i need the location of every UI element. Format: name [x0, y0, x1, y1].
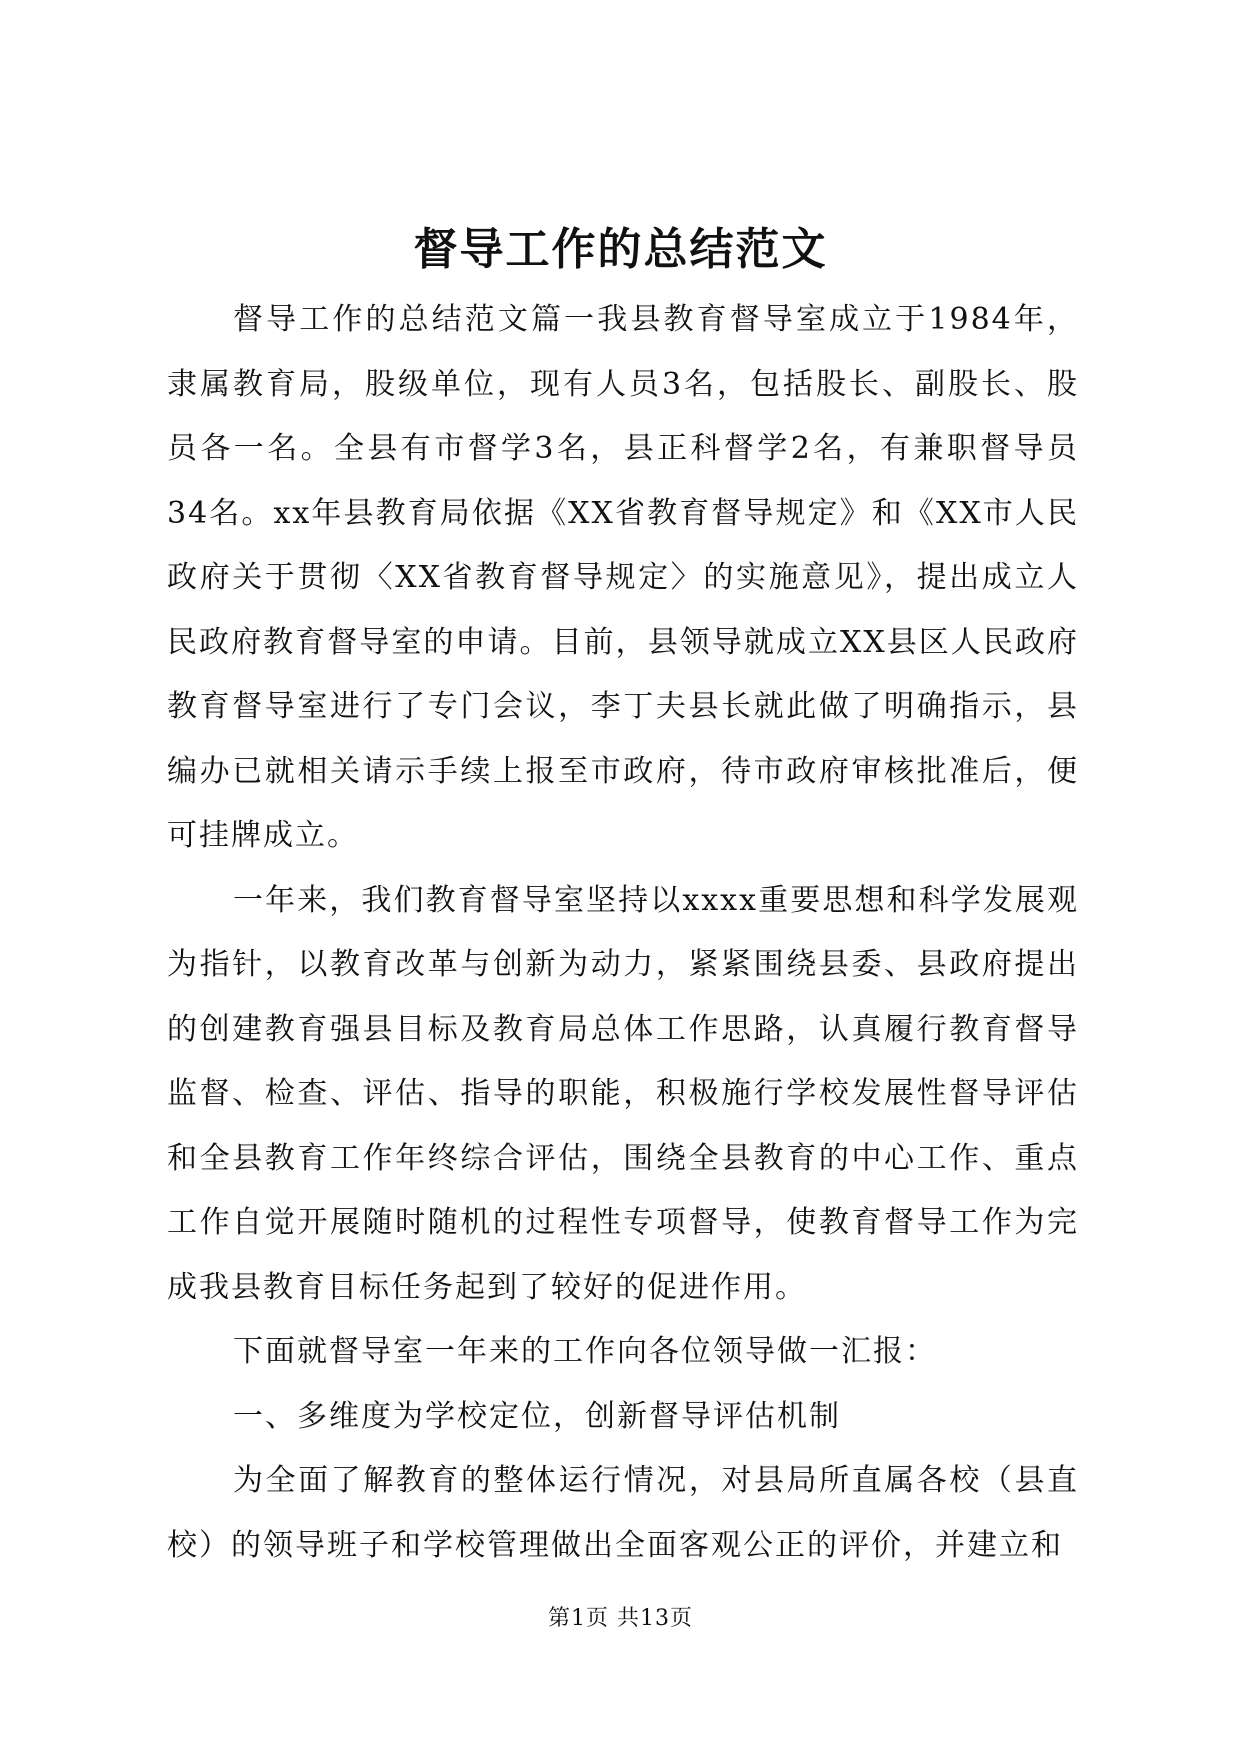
paragraph-overview: 一年来，我们教育督导室坚持以xxxx重要思想和科学发展观为指针，以教育改革与创新为动力，紧紧围绕县委、县政府提出的创建教育强县目标及教育局总体工作思路，认真履行教育督导监督、检查、评估、指导的职能，积极施行学校发展性督导评估和全县教育工作年终综合评估，围绕全县教育的中心工作、重点工作自觉开展随时随机的过程性专项督导，使教育督导工作为完成我县教育目标任务起到了较好的促进作用。	[167, 882, 1079, 1305]
document-title: 督导工作的总结范文	[413, 224, 828, 275]
section-heading-one: 一、多维度为学校定位，创新督导评估机制	[233, 1398, 841, 1434]
page-footer: 第1页 共13页	[548, 1606, 693, 1631]
paragraph-section-one: 为全面了解教育的整体运行情况，对县局所直属各校（县直校）的领导班子和学校管理做出全面客观公正的评价，并建立和	[167, 1463, 1079, 1563]
paragraph-report-lead: 下面就督导室一年来的工作向各位领导做一汇报：	[233, 1334, 937, 1369]
document-body	[167, 288, 1079, 1578]
paragraph-intro: 督导工作的总结范文篇一我县教育督导室成立于1984年，隶属教育局，股级单位，现有人员3名，包括股长、副股长、股员各一名。全县有市督学3名，县正科督学2名，有兼职督导员34名。xx年县教育局依据《XX省教育督导规定》和《XX市人民政府关于贯彻〈XX省教育督导规定〉的实施意见》，提出成立人民政府教育督导室的申请。目前，县领导就成立XX县区人民政府教育督导室进行了专门会议，李丁夫县长就此做了明确指示，县编办已就相关请示手续上报至市政府，待市政府审核批准后，便可挂牌成立。	[167, 302, 1079, 853]
